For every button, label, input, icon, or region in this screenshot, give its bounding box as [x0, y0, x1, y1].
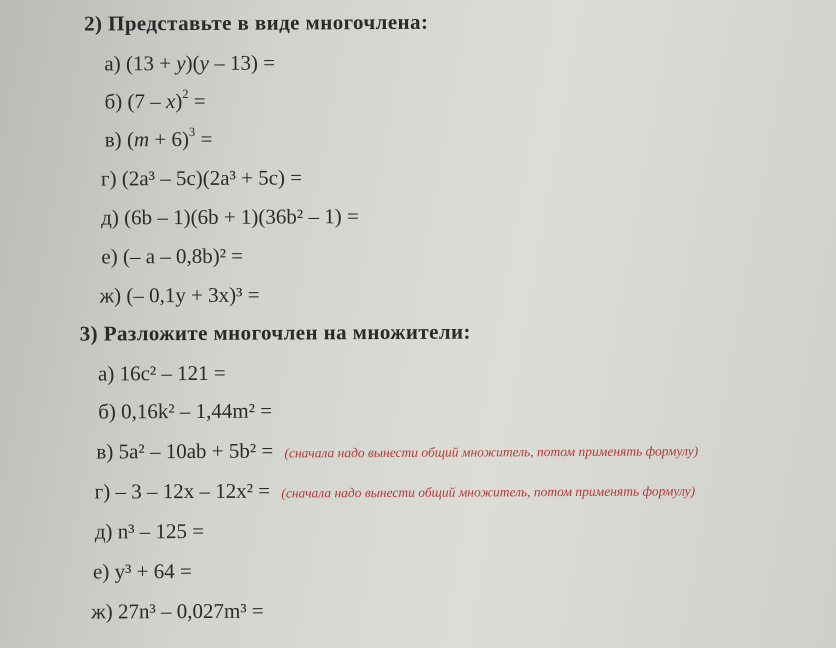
s2-item-a: [104, 51, 275, 77]
item-label: а): [104, 51, 121, 76]
expr-var: y: [176, 51, 186, 76]
s2-item-f: [101, 244, 243, 270]
s3-item-f: [93, 559, 192, 585]
item-label: в): [104, 127, 122, 152]
s2-item-b: [104, 89, 205, 115]
expr-part: + 6): [149, 127, 189, 152]
s2-item-d: [101, 165, 302, 191]
item-label: е): [101, 244, 118, 269]
item-expression: (2a³ – 5c)(2a³ + 5c) =: [121, 165, 303, 191]
item-label: е): [92, 559, 110, 584]
hint-note: (сначала надо вынести общий множитель, потом применять формулу): [281, 483, 696, 501]
hint-note: (сначала надо вынести общий множитель, потом применять формулу): [284, 443, 699, 461]
item-expression: 0,16k² – 1,44m² =: [121, 398, 273, 424]
s3-item-e: [95, 519, 204, 545]
item-expression: (– a – 0,8b)² =: [122, 243, 244, 269]
expr-exponent: 3: [188, 125, 196, 140]
expr-part: =: [188, 88, 206, 114]
s3-item-c: [96, 436, 698, 464]
item-label: б): [104, 89, 123, 114]
s3-item-b: [98, 399, 272, 425]
s2-item-g: [99, 283, 259, 309]
s2-item-e: [101, 204, 359, 230]
item-label: а): [97, 361, 115, 386]
expr-part: =: [195, 126, 213, 151]
item-label: д): [94, 519, 113, 544]
expr-part: (: [126, 127, 134, 152]
item-label: б): [98, 399, 116, 424]
item-label: г): [100, 166, 117, 191]
item-label: ж): [91, 599, 113, 624]
expr-part: – 13) =: [208, 50, 276, 75]
item-label: ж): [99, 283, 122, 308]
section3-title: 3) Разложите многочлен на множители:: [79, 319, 471, 346]
expr-var: y: [199, 50, 209, 75]
item-expression: y³ + 64 =: [114, 559, 192, 584]
item-label: д): [101, 205, 119, 230]
expr-var: m: [133, 127, 150, 152]
s2-item-c: [105, 127, 213, 153]
item-expression: (6b – 1)(6b + 1)(36b² – 1) =: [124, 204, 359, 230]
expr-part: ): [175, 89, 183, 114]
section2-title: 2) Представьте в виде многочлена:: [84, 9, 429, 36]
item-expression: (– 0,1y + 3x)³ =: [126, 282, 260, 308]
item-expression: 27n³ – 0,027m³ =: [117, 598, 264, 624]
expr-part: (13 +: [125, 51, 177, 76]
expr-exponent: 2: [182, 87, 189, 102]
item-label: г): [94, 479, 111, 504]
item-expression: 16c² – 121 =: [119, 360, 226, 386]
s3-item-d: [95, 476, 696, 504]
expr-var: x: [165, 89, 176, 114]
expr-part: )(: [185, 50, 200, 76]
item-label: в): [96, 439, 114, 464]
item-expression: – 3 – 12x – 12x² =: [115, 478, 271, 504]
item-expression: n³ – 125 =: [117, 518, 205, 544]
s3-item-g: [91, 599, 264, 625]
s3-item-a: [98, 361, 226, 387]
item-expression: 5a² – 10ab + 5b² =: [118, 438, 274, 464]
expr-part: (7 –: [127, 89, 167, 114]
